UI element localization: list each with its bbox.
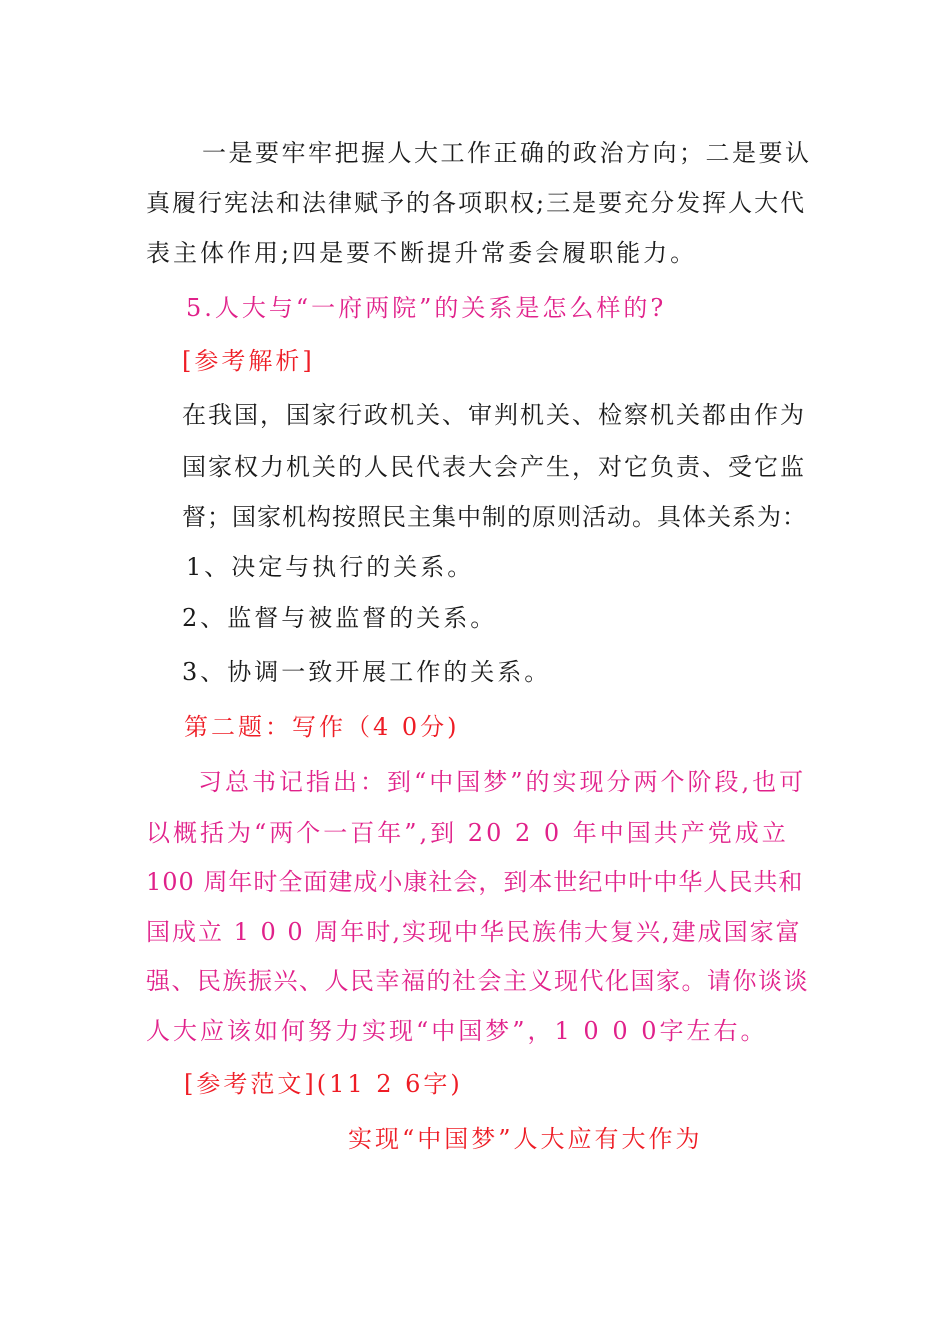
analysis-line3: 督；国家机构按照民主集中制的原则活动。具体关系为： [182,503,807,531]
prompt-line3: 100 周年时全面建成小康社会，到本世纪中叶中华人民共和 [146,868,804,896]
paragraph1-line1: 一是要牢牢把握人大工作正确的政治方向；二是要认 [202,139,812,167]
prompt-line5: 强、民族振兴、人民幸福的社会主义现代化国家。请你谈谈 [146,967,809,995]
sample-essay-label: [参考范文](11 2 6字) [184,1070,463,1098]
paragraph1-line2: 真履行宪法和法律赋予的各项职权;三是要充分发挥人大代 [146,189,807,217]
relation-item: 1、决定与执行的关系。 [186,553,475,581]
prompt-line6: 人大应该如何努力实现“中国梦”，1 0 0 0字左右。 [146,1017,768,1045]
prompt-line1: 习总书记指出：到“中国梦”的实现分两个阶段,也可 [198,768,807,796]
question-5: 5.人大与“一府两院”的关系是怎么样的? [186,294,667,322]
essay-title: 实现“中国梦”人大应有大作为 [348,1125,703,1153]
relation-item: 2、监督与被监督的关系。 [182,604,498,632]
paragraph1-line3: 表主体作用;四是要不断提升常委会履职能力。 [146,239,698,267]
analysis-line1: 在我国，国家行政机关、审判机关、检察机关都由作为 [182,401,806,429]
prompt-line4: 国成立 1 0 0 周年时,实现中华民族伟大复兴,建成国家富 [146,918,802,946]
prompt-line2: 以概括为“两个一百年”,到 20 2 0 年中国共产党成立 [146,819,789,847]
analysis-label: [参考解析] [182,347,315,375]
relation-item: 3、协调一致开展工作的关系。 [182,658,552,686]
section2-title: 第二题：写作（4 0分) [184,713,460,741]
analysis-line2: 国家权力机关的人民代表大会产生，对它负责、受它监 [182,453,806,481]
